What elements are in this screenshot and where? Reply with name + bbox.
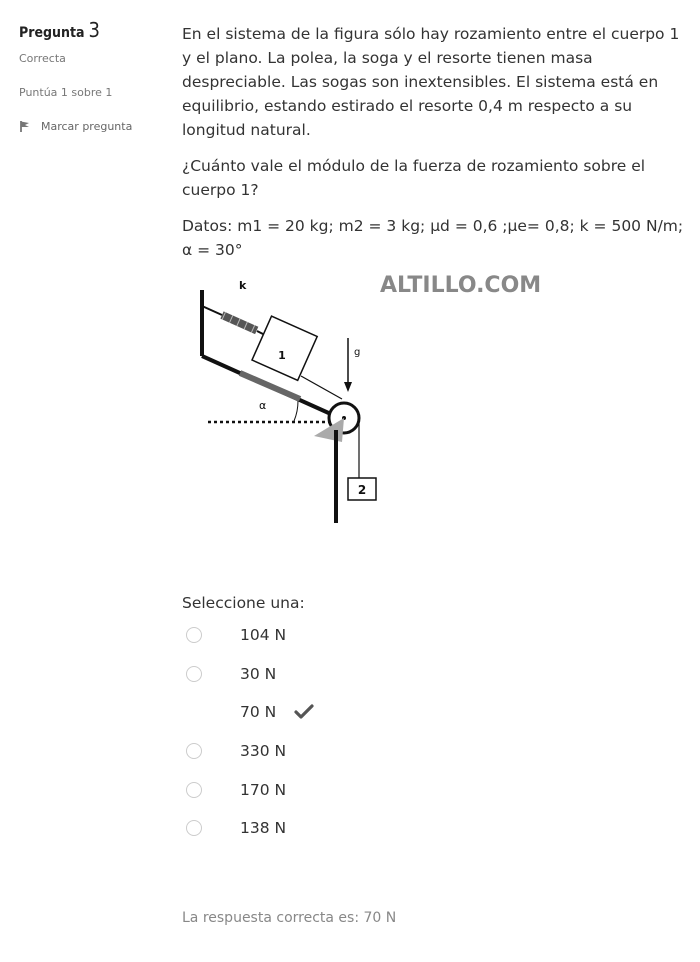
option-3[interactable] <box>186 698 277 726</box>
flag-icon <box>19 120 31 133</box>
option-5-label[interactable]: 170 N <box>240 781 287 799</box>
question-info <box>19 18 169 133</box>
flag-label: Marcar pregunta <box>41 120 133 133</box>
spring-label: k <box>239 279 247 292</box>
option-6-label[interactable]: 138 N <box>240 819 287 837</box>
option-4-radio[interactable] <box>186 743 202 759</box>
option-1[interactable] <box>186 621 287 649</box>
rope-1 <box>301 376 342 399</box>
question-grade: Puntúa 1 sobre 1 <box>19 86 113 99</box>
gravity-label: g <box>354 347 361 358</box>
question-label: Pregunta <box>19 25 85 41</box>
angle-arc <box>294 401 298 421</box>
option-2[interactable] <box>186 660 277 688</box>
diagram-svg <box>182 268 602 543</box>
option-4-label[interactable]: 330 N <box>240 742 287 760</box>
question-number: 3 <box>88 18 100 42</box>
option-6[interactable] <box>186 814 287 842</box>
option-1-radio[interactable] <box>186 627 202 643</box>
gravity-arrowhead <box>344 382 352 392</box>
body-2-label: 2 <box>357 483 367 497</box>
option-4[interactable] <box>186 737 287 765</box>
check-icon <box>294 704 314 720</box>
spring-rope <box>202 306 222 315</box>
question-text <box>182 22 688 262</box>
data-paragraph: Datos: m1 = 20 kg; m2 = 3 kg; μd = 0,6 ;μe= 0,8; k = 500 N/m; α = 30° <box>182 217 684 259</box>
alpha-label: α <box>259 399 267 412</box>
option-6-radio[interactable] <box>186 820 202 836</box>
spring <box>220 311 258 334</box>
flag-question-link[interactable] <box>19 120 169 133</box>
option-3-radio[interactable] <box>186 704 202 720</box>
select-prompt: Seleccione una: <box>182 594 305 612</box>
question-paragraph: ¿Cuánto vale el módulo de la fuerza de rozamiento sobre el cuerpo 1? <box>182 157 646 199</box>
option-2-label[interactable]: 30 N <box>240 665 277 683</box>
option-3-label[interactable]: 70 N <box>240 703 277 721</box>
physics-diagram <box>182 268 602 543</box>
body-1-label: 1 <box>278 349 286 362</box>
option-5-radio[interactable] <box>186 782 202 798</box>
correct-answer-feedback: La respuesta correcta es: 70 N <box>182 910 397 926</box>
statement-paragraph: En el sistema de la figura sólo hay rozamiento entre el cuerpo 1 y el plano. La polea, la soga y el resorte tienen masa despreciable. Las sogas son inextensibles. El sistema está en equilibrio, estando estirado el resorte 0,4 m respecto a su longitud natural. <box>182 25 680 139</box>
watermark: ALTILLO.COM <box>380 273 542 298</box>
option-5[interactable] <box>186 776 287 804</box>
question-state: Correcta <box>19 52 66 65</box>
option-2-radio[interactable] <box>186 666 202 682</box>
option-1-label[interactable]: 104 N <box>240 626 287 644</box>
question-title <box>19 18 169 42</box>
